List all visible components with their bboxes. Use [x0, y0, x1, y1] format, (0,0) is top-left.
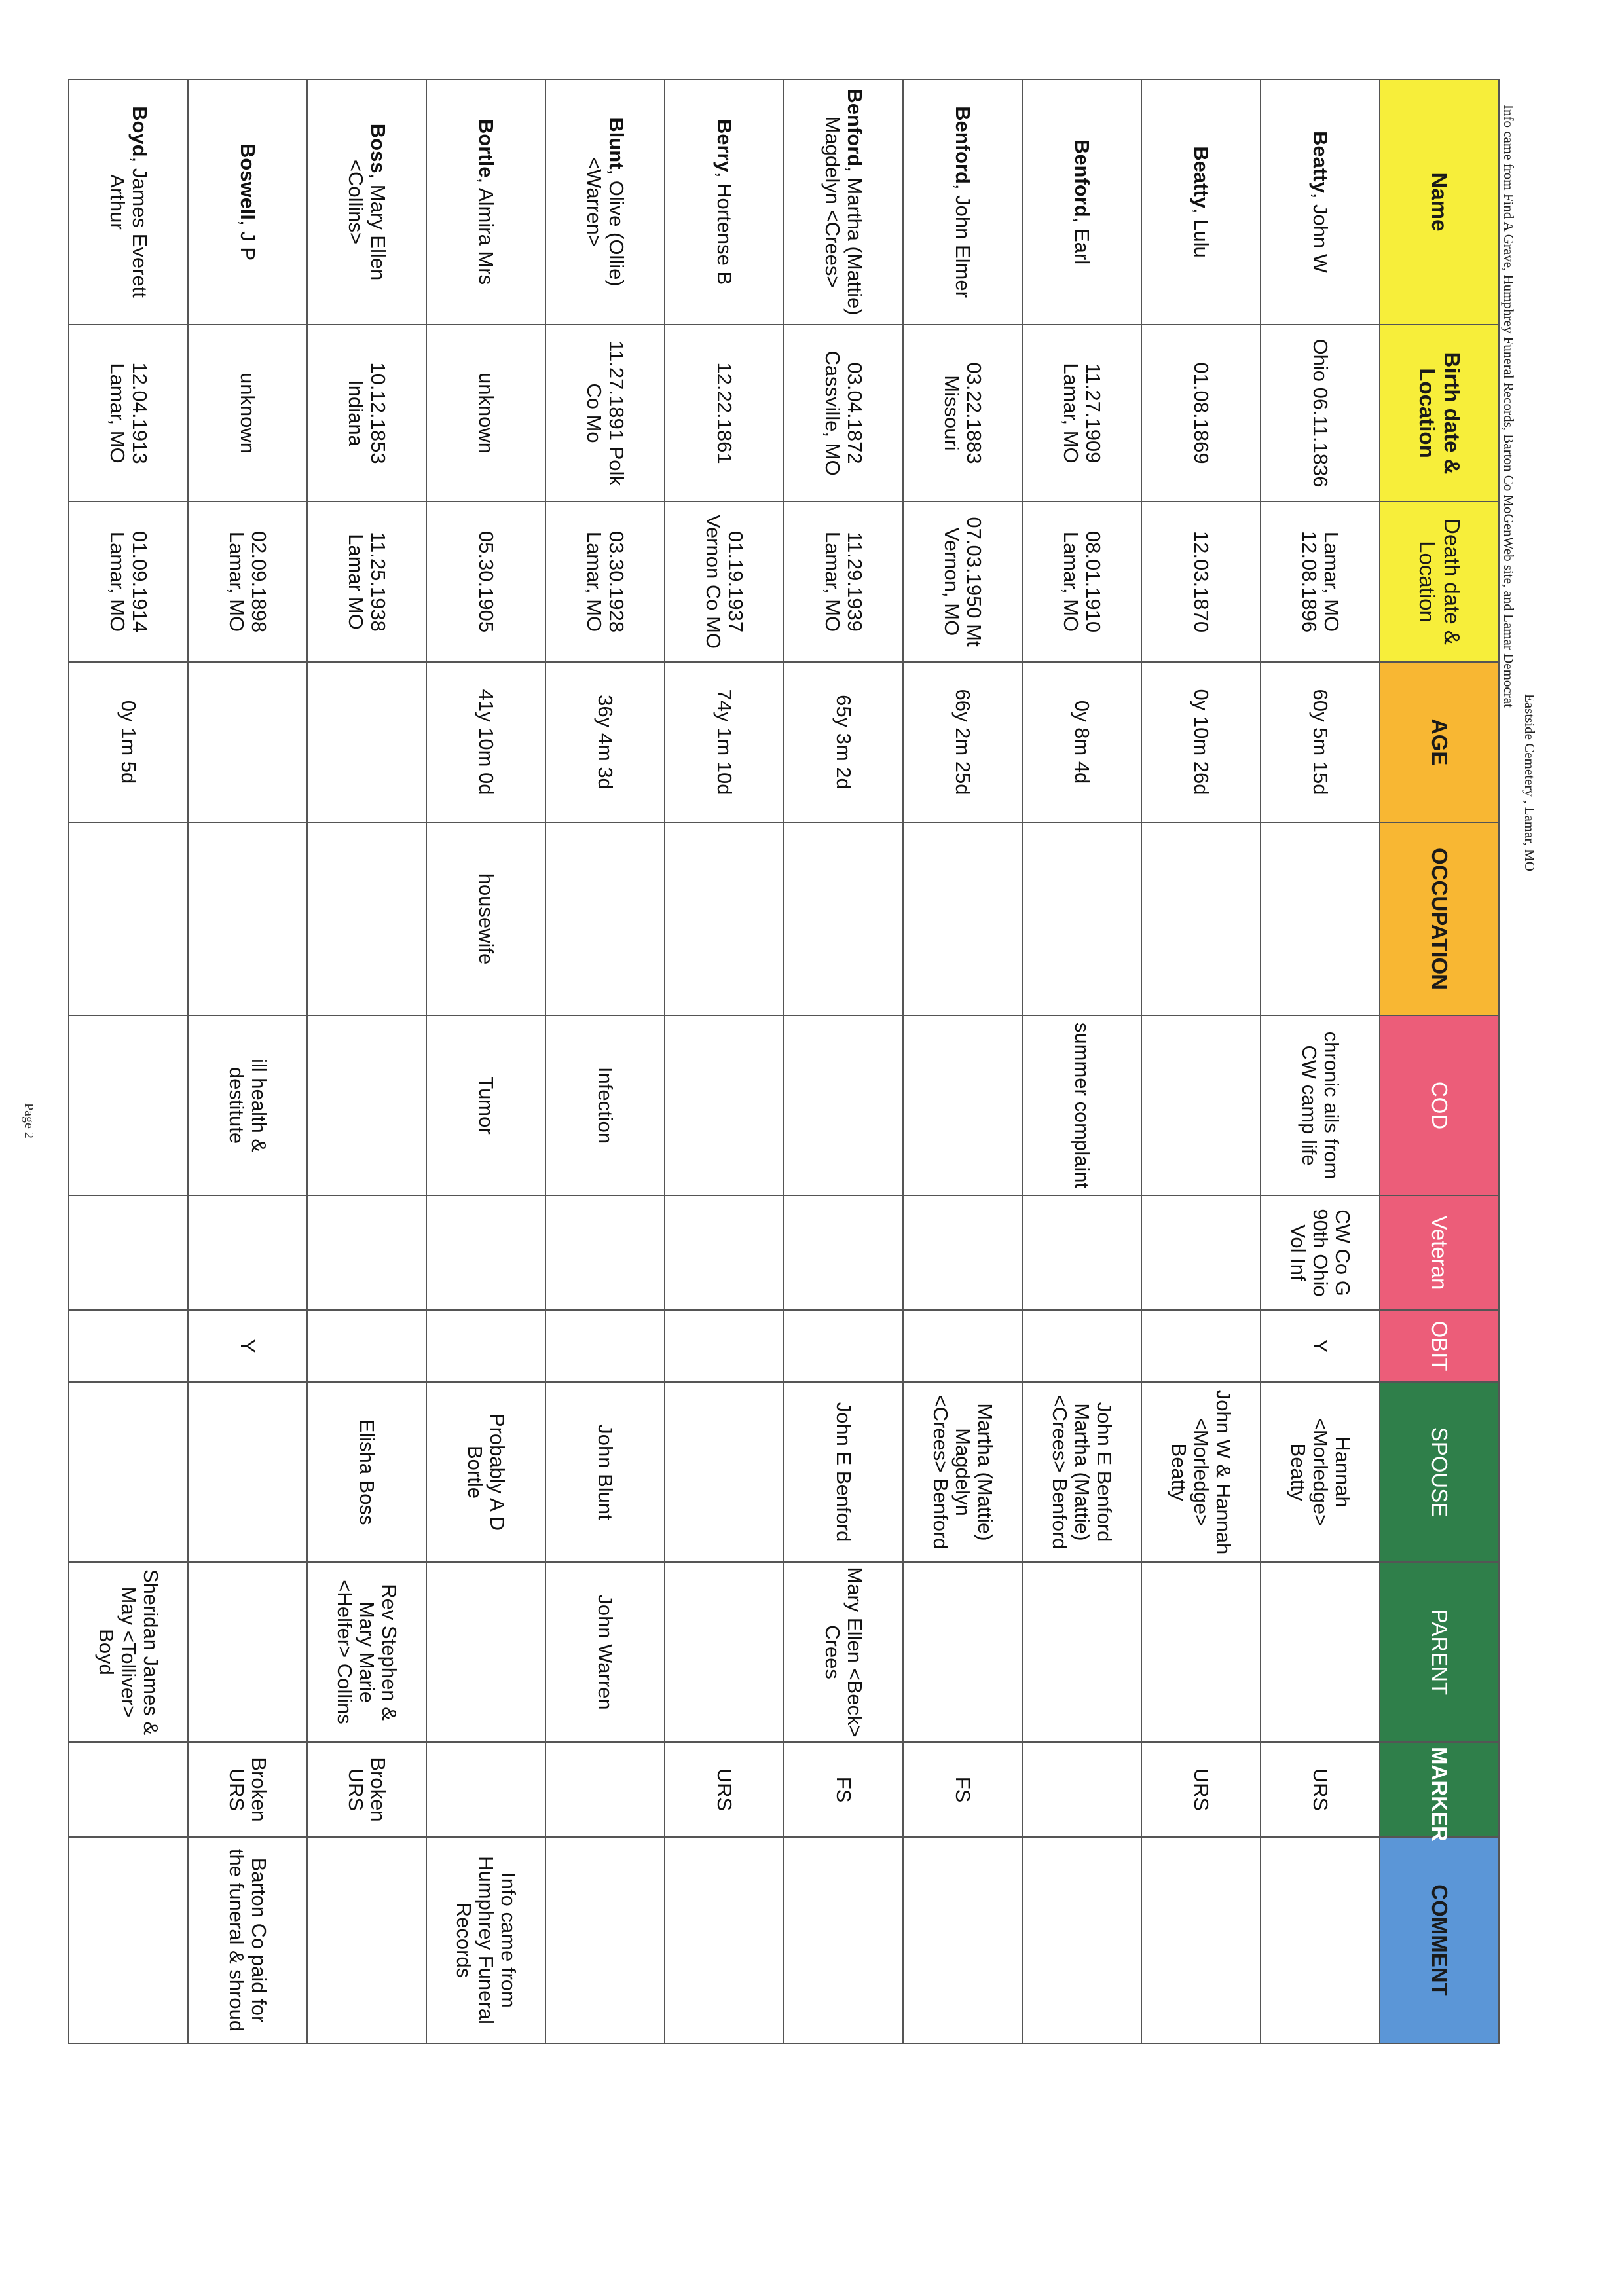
cell-parent: Mary Ellen <Beck> Crees — [784, 1562, 903, 1742]
cell-obit: Y — [1261, 1310, 1380, 1382]
surname: Boyd — [128, 106, 152, 157]
cell-birth: 03.22.1883 Missouri — [903, 325, 1022, 501]
cell-name — [1141, 79, 1261, 325]
cell-age: 0y 1m 5d — [69, 662, 188, 822]
cell-marker: URS — [1261, 1742, 1380, 1837]
cell-name — [1261, 79, 1380, 325]
surname: Boswell — [236, 143, 260, 221]
col-occupation: OCCUPATION — [1380, 822, 1499, 1015]
col-comment: COMMENT — [1380, 1837, 1499, 2043]
cell-spouse: John Blunt — [545, 1382, 665, 1562]
cell-death: 02.09.1898 Lamar, MO — [188, 501, 307, 662]
cell-parent — [426, 1562, 545, 1742]
col-spouse: SPOUSE — [1380, 1382, 1499, 1562]
cell-name — [426, 79, 545, 325]
given-name: , Olive (Ollie) <Warren> — [583, 157, 629, 287]
cell-spouse — [188, 1382, 307, 1562]
cell-name — [307, 79, 426, 325]
col-birth: Birth date & Location — [1380, 325, 1499, 501]
cell-occupation — [1141, 822, 1261, 1015]
cell-parent — [665, 1562, 784, 1742]
table-row — [665, 79, 784, 2043]
cell-death: 07.03.1950 Mt Vernon, MO — [903, 501, 1022, 662]
cell-obit: Y — [188, 1310, 307, 1382]
col-parent: PARENT — [1380, 1562, 1499, 1742]
cell-death: 05.30.1905 — [426, 501, 545, 662]
surname: Beatty — [1190, 146, 1213, 208]
cell-obit — [784, 1310, 903, 1382]
cell-age: 0y 8m 4d — [1022, 662, 1141, 822]
col-age: AGE — [1380, 662, 1499, 822]
cell-comment: Barton Co paid for the funeral & shroud — [188, 1837, 307, 2043]
cell-veteran — [545, 1195, 665, 1310]
cell-death: 11.25.1938 Lamar MO — [307, 501, 426, 662]
cell-death: 01.19.1937 Vernon Co MO — [665, 501, 784, 662]
surname: Benford — [951, 106, 975, 184]
cell-parent: Sheridan James & May <Tolliver> Boyd — [69, 1562, 188, 1742]
cell-comment — [1022, 1837, 1141, 2043]
cell-comment — [903, 1837, 1022, 2043]
cell-cod: chronic ails from CW camp life — [1261, 1015, 1380, 1195]
cell-obit — [307, 1310, 426, 1382]
col-veteran: Veteran — [1380, 1195, 1499, 1310]
cell-occupation — [1022, 822, 1141, 1015]
given-name: , James Everett Arthur — [106, 156, 152, 298]
cell-veteran — [426, 1195, 545, 1310]
cell-comment — [307, 1837, 426, 2043]
page-header — [1500, 105, 1578, 1349]
cell-veteran — [69, 1195, 188, 1310]
cell-obit — [69, 1310, 188, 1382]
cell-parent — [188, 1562, 307, 1742]
cell-spouse: Probably A D Bortle — [426, 1382, 545, 1562]
burial-records-table — [68, 79, 1500, 2044]
surname: Berry — [713, 118, 737, 172]
cell-veteran — [188, 1195, 307, 1310]
col-name: Name — [1380, 79, 1499, 325]
cell-veteran — [1141, 1195, 1261, 1310]
cell-name — [1022, 79, 1141, 325]
cell-age: 66y 2m 25d — [903, 662, 1022, 822]
cell-obit — [1141, 1310, 1261, 1382]
cell-death: 11.29.1939 Lamar, MO — [784, 501, 903, 662]
cell-marker: URS — [665, 1742, 784, 1837]
cell-marker: FS — [903, 1742, 1022, 1837]
cell-cod — [784, 1015, 903, 1195]
surname: Blunt — [605, 117, 629, 170]
table-row — [903, 79, 1022, 2043]
cell-veteran — [784, 1195, 903, 1310]
given-name: , John Elmer — [951, 183, 975, 298]
cemetery-table-rotated — [94, 79, 1500, 2043]
cell-cod — [903, 1015, 1022, 1195]
cell-veteran — [1022, 1195, 1141, 1310]
cell-occupation — [784, 822, 903, 1015]
table-row — [426, 79, 545, 2043]
cell-occupation — [188, 822, 307, 1015]
cell-name — [188, 79, 307, 325]
cell-spouse: Hannah <Morledge> Beatty — [1261, 1382, 1380, 1562]
cell-obit — [545, 1310, 665, 1382]
cell-spouse: Martha (Mattie) Magdelyn <Crees> Benford — [903, 1382, 1022, 1562]
cell-comment — [1261, 1837, 1380, 2043]
page-number: Page 2 — [22, 1103, 36, 1139]
cell-occupation — [665, 822, 784, 1015]
cell-occupation — [307, 822, 426, 1015]
cell-parent — [903, 1562, 1022, 1742]
table-row — [1022, 79, 1141, 2043]
given-name: , J P — [236, 220, 260, 261]
cell-name — [69, 79, 188, 325]
cell-birth: 10.12.1853 Indiana — [307, 325, 426, 501]
cell-age: 74y 1m 10d — [665, 662, 784, 822]
cell-spouse: John E Benford Martha (Mattie) <Crees> Benford — [1022, 1382, 1141, 1562]
cell-cod: Infection — [545, 1015, 665, 1195]
cell-parent — [1261, 1562, 1380, 1742]
cell-age: 60y 5m 15d — [1261, 662, 1380, 822]
cell-veteran: CW Co G 90th Ohio Vol Inf — [1261, 1195, 1380, 1310]
cell-spouse — [69, 1382, 188, 1562]
cell-parent — [1141, 1562, 1261, 1742]
cell-occupation — [545, 822, 665, 1015]
surname: Benford — [1071, 139, 1094, 217]
cell-death: 01.09.1914 Lamar, MO — [69, 501, 188, 662]
cell-cod: summer complaint — [1022, 1015, 1141, 1195]
cell-birth: 12.22.1861 — [665, 325, 784, 501]
cell-age: 41y 10m 0d — [426, 662, 545, 822]
cell-birth: Ohio 06.11.1836 — [1261, 325, 1380, 501]
cell-cod — [1141, 1015, 1261, 1195]
cell-name — [903, 79, 1022, 325]
cell-obit — [1022, 1310, 1141, 1382]
col-death: Death date & Location — [1380, 501, 1499, 662]
cell-comment — [545, 1837, 665, 2043]
cell-birth: 01.08.1869 — [1141, 325, 1261, 501]
cell-obit — [665, 1310, 784, 1382]
cell-birth: 11.27.1891 Polk Co Mo — [545, 325, 665, 501]
surname: Bortle — [475, 118, 498, 178]
cell-occupation: housewife — [426, 822, 545, 1015]
cell-comment: Info came from Humphrey Funeral Records — [426, 1837, 545, 2043]
cell-spouse: Elisha Boss — [307, 1382, 426, 1562]
sources-note: Info came from Find A Grave, Humphrey Funeral Records, Barton Co MoGenWeb site, and Lamar Democrat — [1501, 105, 1517, 708]
table-body — [69, 79, 1380, 2043]
cell-age: 65y 3m 2d — [784, 662, 903, 822]
given-name: , John W — [1309, 192, 1333, 274]
surname: Boss — [367, 123, 390, 173]
cell-parent: Rev Stephen & Mary Marie <Helfer> Collins — [307, 1562, 426, 1742]
cell-marker: Broken URS — [188, 1742, 307, 1837]
cell-spouse: John W & Hannah <Morledge> Beatty — [1141, 1382, 1261, 1562]
col-marker: MARKER — [1380, 1742, 1499, 1837]
table-header-row — [1380, 79, 1499, 2043]
table-row — [69, 79, 188, 2043]
cell-name — [665, 79, 784, 325]
cell-cod — [307, 1015, 426, 1195]
cell-occupation — [903, 822, 1022, 1015]
cell-obit — [426, 1310, 545, 1382]
cell-birth: 12.04.1913 Lamar, MO — [69, 325, 188, 501]
col-obit: OBIT — [1380, 1310, 1499, 1382]
cell-name — [784, 79, 903, 325]
cell-comment — [1141, 1837, 1261, 2043]
given-name: , Mary Ellen <Collins> — [344, 159, 390, 281]
cell-death: 03.30.1928 Lamar, MO — [545, 501, 665, 662]
cell-marker — [69, 1742, 188, 1837]
col-cod: COD — [1380, 1015, 1499, 1195]
given-name: , Almira Mrs — [475, 177, 498, 285]
surname: Beatty — [1309, 130, 1333, 193]
cell-marker — [545, 1742, 665, 1837]
cell-death: 12.03.1870 — [1141, 501, 1261, 662]
given-name: , Martha (Mattie) Magdelyn <Crees> — [821, 116, 867, 316]
cell-veteran — [307, 1195, 426, 1310]
cell-comment — [69, 1837, 188, 2043]
table-row — [307, 79, 426, 2043]
cell-obit — [903, 1310, 1022, 1382]
cell-birth: 11.27.1909 Lamar, MO — [1022, 325, 1141, 501]
table-row — [1141, 79, 1261, 2043]
surname: Benford — [843, 88, 867, 167]
cell-age — [307, 662, 426, 822]
cell-birth: unknown — [426, 325, 545, 501]
cell-death: 08.01.1910 Lamar, MO — [1022, 501, 1141, 662]
cell-spouse: John E Benford — [784, 1382, 903, 1562]
cell-veteran — [903, 1195, 1022, 1310]
cemetery-title: Eastside Cemetery , Lamar, MO — [1522, 694, 1538, 871]
cell-occupation — [1261, 822, 1380, 1015]
cell-name — [545, 79, 665, 325]
given-name: , Lulu — [1190, 208, 1213, 258]
cell-occupation — [69, 822, 188, 1015]
cell-cod — [69, 1015, 188, 1195]
table-row — [188, 79, 307, 2043]
cell-marker: Broken URS — [307, 1742, 426, 1837]
table-row — [545, 79, 665, 2043]
cell-parent — [1022, 1562, 1141, 1742]
cell-age: 0y 10m 26d — [1141, 662, 1261, 822]
cell-birth: 03.04.1872 Cassville, MO — [784, 325, 903, 501]
cell-cod: ill health & destitute — [188, 1015, 307, 1195]
cell-veteran — [665, 1195, 784, 1310]
cell-cod: Tumor — [426, 1015, 545, 1195]
cell-birth: unknown — [188, 325, 307, 501]
cell-spouse — [665, 1382, 784, 1562]
cell-marker — [426, 1742, 545, 1837]
cell-age: 36y 4m 3d — [545, 662, 665, 822]
given-name: , Hortense B — [713, 172, 737, 285]
cell-parent: John Warren — [545, 1562, 665, 1742]
cell-marker: FS — [784, 1742, 903, 1837]
cell-marker — [1022, 1742, 1141, 1837]
table-row — [1261, 79, 1380, 2043]
given-name: , Earl — [1071, 217, 1094, 265]
cell-marker: URS — [1141, 1742, 1261, 1837]
cell-comment — [784, 1837, 903, 2043]
cell-age — [188, 662, 307, 822]
cell-cod — [665, 1015, 784, 1195]
cell-comment — [665, 1837, 784, 2043]
table-row — [784, 79, 903, 2043]
cell-death: Lamar, MO 12.08.1896 — [1261, 501, 1380, 662]
